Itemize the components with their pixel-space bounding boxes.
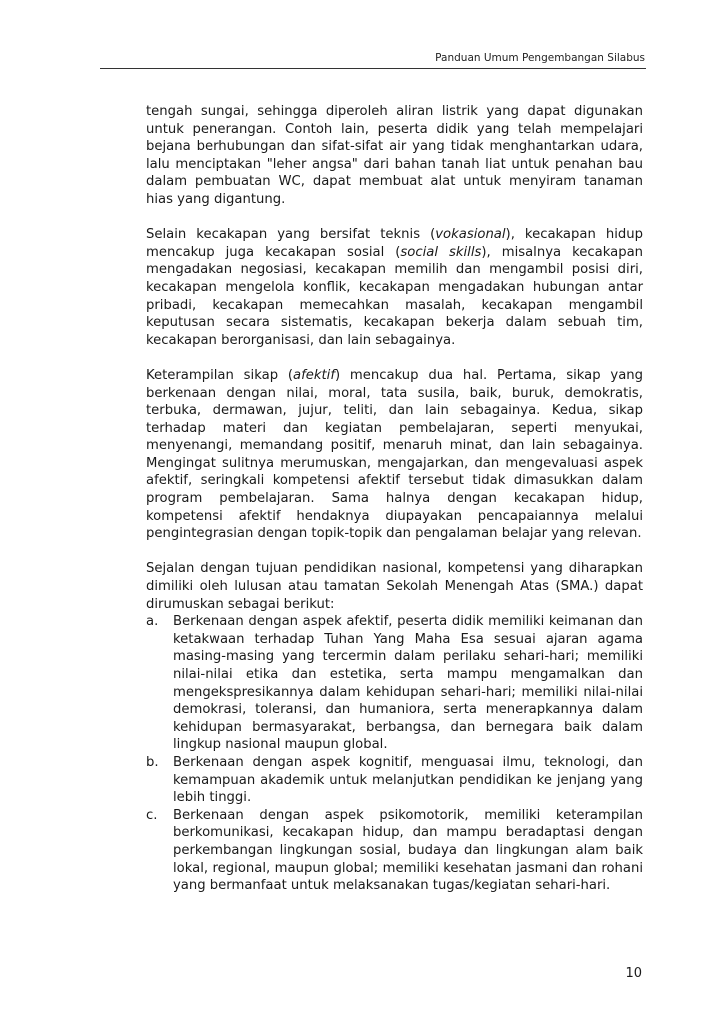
page-number: 10 xyxy=(625,966,642,981)
paragraph-1: tengah sungai, sehingga diperoleh aliran listrik yang dapat digunakan untuk penerangan. Contoh lain, peserta didik yang telah mempelajari bejana berhubungan dan sifat-sifat air yang tidak menghantarkan udara, lalu menciptakan "leher angsa" dari bahan tanah liat untuk penahan bau dalam pembuatan WC, dapat membuat alat untuk menyiram tanaman hias yang digantung. xyxy=(146,104,643,207)
paragraph-3-part-c: ) mencakup dua hal. Pertama, sikap yang berkenaan dengan nilai, moral, tata susila, baik, buruk, demokratis, terbuka, dermawan, jujur, teliti, dan lain sebagainya. Kedua, sikap terhadap materi dan kegiatan pembelajaran, seperti menyukai, menyenangi, memandang positif, menaruh minat, dan lain sebagainya. Mengingat sulitnya merumuskan, mengajarkan, dan mengevaluasi aspek afektif, seringkali kompetensi afektif tersebut tidak dimasukkan dalam program pembelajaran. Sama halnya dengan kecakapan hidup, kompetensi afektif hendaknya diupayakan pencapaiannya melalui pengintegrasian dengan topik-topik dan pengalaman belajar yang relevan. xyxy=(146,367,644,542)
list-marker: c. xyxy=(146,807,158,823)
paragraph-2-part-a: Selain kecakapan yang bersifat teknis ( xyxy=(146,227,436,243)
running-header-title: Panduan Umum Pengembangan Silabus xyxy=(435,52,645,64)
term-social-skills: social skills xyxy=(400,244,482,260)
paragraph-3-part-a: Keterampilan sikap ( xyxy=(146,367,294,383)
list-marker: a. xyxy=(146,614,159,630)
term-afektif: afektif xyxy=(293,367,335,383)
paragraph-4: Sejalan dengan tujuan pendidikan nasional, kompetensi yang diharapkan dimiliki oleh lulusan atau tamatan Sekolah Menengah Atas (SMA.) dapat dirumuskan sebagai berikut: xyxy=(146,561,643,612)
header-divider xyxy=(100,68,646,69)
paragraph-2-part-c: ), kecakapan hidup mencakup juga kecakapan sosial ( xyxy=(146,227,643,260)
list-item-text: Berkenaan dengan aspek afektif, peserta didik memiliki keimanan dan ketakwaan terhadap Tuhan Yang Maha Esa sesuai ajaran agama masing-masing yang tercermin dalam perilaku sehari-hari; memiliki nilai-nilai etika dan estetika, serta mampu mengamalkan dan mengekspresikannya dalam kehidupan sehari-hari; memiliki nilai-nilai demokrasi, toleransi, dan humaniora, serta menerapkannya dalam kehidupan bermasyarakat, berbangsa, dan bernegara baik dalam lingkup nasional maupun global. xyxy=(173,614,643,753)
list-item xyxy=(146,807,643,895)
paragraph-3 xyxy=(146,367,643,543)
list-marker: b. xyxy=(146,754,159,770)
list-item xyxy=(146,613,643,754)
paragraph-2-part-e: ), misalnya kecakapan mengadakan negosiasi, kecakapan memilih dan mengambil posisi diri, kecakapan mengelola konflik, kecakapan mengadakan hubungan antar pribadi, kecakapan memecahkan masalah, kecakapan mengambil keputusan secara sistematis, kecakapan bekerja dalam sebuah tim, kecakapan berorganisasi, dan lain sebagainya. xyxy=(146,244,644,348)
paragraph-2 xyxy=(146,226,643,349)
list-item-text: Berkenaan dengan aspek kognitif, menguasai ilmu, teknologi, dan kemampuan akademik untuk melanjutkan pendidikan ke jenjang yang lebih tinggi. xyxy=(173,754,643,806)
page-body xyxy=(146,103,643,895)
list-item xyxy=(146,754,643,807)
competency-list xyxy=(146,613,643,895)
list-item-text: Berkenaan dengan aspek psikomotorik, memiliki keterampilan berkomunikasi, kecakapan hidup, dan mampu beradaptasi dengan perkembangan lingkungan sosial, budaya dan lingkungan alam baik lokal, regional, maupun global; memiliki kesehatan jasmani dan rohani yang bermanfaat untuk melaksanakan tugas/kegiatan sehari-hari. xyxy=(173,807,643,894)
term-vokasional: vokasional xyxy=(435,227,506,243)
